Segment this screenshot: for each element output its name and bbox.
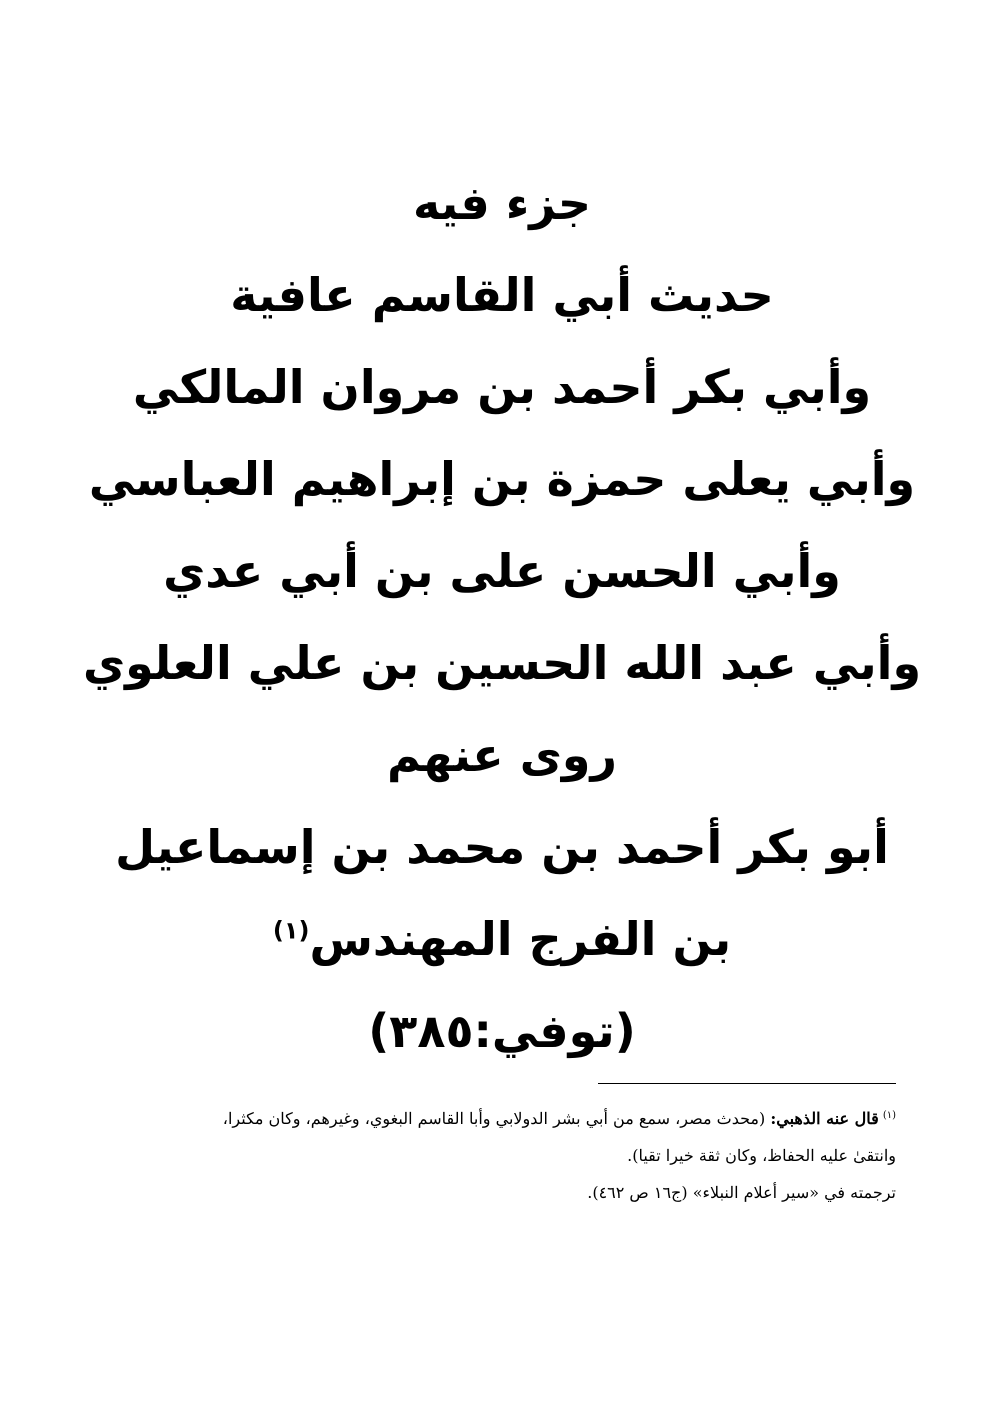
footnotes — [100, 1100, 896, 1211]
title-line-2: حديث أبي القاسم عافية — [230, 268, 774, 322]
footnote-text-1: (محدث مصر، سمع من أبي بشر الدولابي وأبا القاسم البغوي، وغيرهم، وكان مكثرا، — [222, 1109, 766, 1128]
footnote-label: قال عنه الذهبي: — [770, 1109, 879, 1128]
title-line-8: أبو بكر أحمد بن محمد بن إسماعيل — [115, 820, 889, 874]
title-line-3: وأبي بكر أحمد بن مروان المالكي — [132, 360, 872, 414]
title-line-9-text: بن الفرج المهندس — [309, 912, 732, 966]
footnote-line-2: وانتقىٰ عليه الحفاظ، وكان ثقة خيرا تقيا). — [627, 1146, 896, 1165]
title-line-4: وأبي يعلى حمزة بن إبراهيم العباسي — [88, 452, 916, 506]
footnote-line-3: ترجمته في «سير أعلام النبلاء» (ج١٦ ص ٤٦٢). — [587, 1183, 896, 1202]
footnote-separator — [598, 1083, 896, 1084]
title-line-5: وأبي الحسن على بن أبي عدي — [163, 544, 841, 598]
title-line-6: وأبي عبد الله الحسين بن علي العلوي — [82, 636, 922, 690]
title-line-10: (توفي:٣٨٥) — [368, 1004, 636, 1058]
title-block — [60, 176, 944, 1100]
footnote-line-1 — [100, 1100, 896, 1137]
title-line-9 — [60, 912, 944, 966]
title-line-7: روى عنهم — [387, 728, 617, 782]
footnote-number: (١) — [882, 1109, 896, 1121]
title-line-1: جزء فيه — [412, 176, 592, 230]
footnote-reference[interactable]: (١) — [272, 916, 310, 945]
